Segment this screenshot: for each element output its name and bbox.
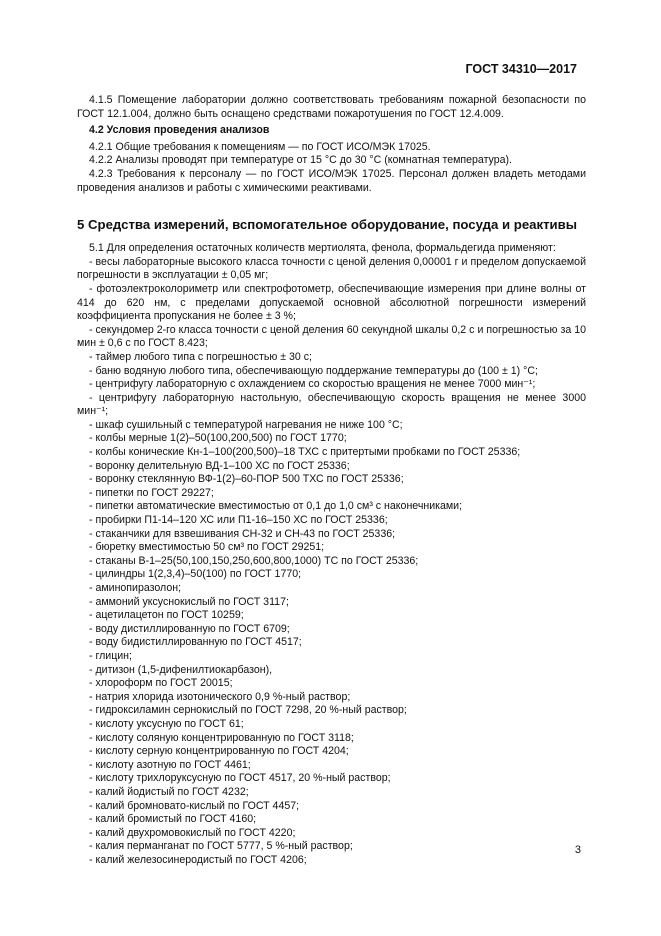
- list-item: - калий двухромовокислый по ГОСТ 4220;: [89, 826, 296, 839]
- paragraph-4-1-5: 4.1.5 Помещение лаборатории должно соответствовать требованиям пожарной безопасности по ГОСТ 12.1.004, должно быть оснащено средствами пожаротушения по ГОСТ 12.4.009.: [77, 94, 586, 120]
- list-item: - весы лабораторные высокого класса точности с ценой деления 0,00001 г и пределом допускаемой погрешности в эксплуатации ± 0,05 мг;: [77, 255, 586, 282]
- list-item: - аммоний уксуснокислый по ГОСТ 3117;: [89, 595, 289, 608]
- list-item: - калий бромновато-кислый по ГОСТ 4457;: [89, 799, 300, 812]
- paragraph-4-2-2: 4.2.2 Анализы проводят при температуре от 15 °С до 30 °С (комнатная температура).: [89, 154, 512, 167]
- page-number: 3: [574, 844, 581, 856]
- list-item: - калий йодистый по ГОСТ 4232;: [89, 785, 249, 798]
- list-item: - хлороформ по ГОСТ 20015;: [89, 677, 233, 690]
- document-code-header: ГОСТ 34310—2017: [465, 62, 577, 76]
- list-item: - воду бидистиллированную по ГОСТ 4517;: [89, 636, 302, 649]
- subsection-heading-4-2: 4.2 Условия проведения анализов: [89, 124, 270, 137]
- list-item: - баню водяную любого типа, обеспечивающую поддержание температуры до (100 ± 1) °С;: [89, 364, 538, 377]
- list-item: - дитизон (1,5-дифенилтиокарбазон),: [89, 663, 273, 676]
- list-item: - центрифугу лабораторную настольную, обеспечивающую скорость вращения не менее 3000 мин⁻¹;: [77, 391, 586, 418]
- list-item: - центрифугу лабораторную с охлаждением со скоростью вращения не менее 7000 мин⁻¹;: [89, 378, 536, 391]
- list-item: - колбы мерные 1(2)–50(100,200,500) по ГОСТ 1770;: [89, 432, 347, 445]
- paragraph-4-2-3: 4.2.3 Требования к персоналу — по ГОСТ ИСО/МЭК 17025. Персонал должен владеть методами проведения анализов и работы с химическими реактивами.: [77, 167, 586, 194]
- list-item: - стаканчики для взвешивания СН-32 и СН-43 по ГОСТ 25336;: [89, 527, 396, 540]
- page-content: [77, 94, 586, 867]
- section-5-title: 5 Средства измерений, вспомогательное оборудование, посуда и реактивы: [77, 217, 578, 233]
- list-item: - шкаф сушильный с температурой нагревания не ниже 100 °С;: [89, 418, 403, 431]
- list-item: - бюретку вместимостью 50 см³ по ГОСТ 29251;: [89, 541, 325, 554]
- list-item: - стаканы В-1–25(50,100,150,250,600,800,1000) ТС по ГОСТ 25336;: [89, 554, 419, 567]
- list-item: - воронку стеклянную ВФ-1(2)–60-ПОР 500 ТХС по ГОСТ 25336;: [89, 473, 404, 486]
- list-item: - воронку делительную ВД-1–100 ХС по ГОСТ 25336;: [89, 459, 350, 472]
- paragraph-5-1-intro: 5.1 Для определения остаточных количеств мертиолята, фенола, формальдегида применяют:: [89, 242, 556, 255]
- list-item: - фотоэлектроколориметр или спектрофотометр, обеспечивающие измерения при длине волны от 414 до 620 нм, с пределами допускаемой основной абсолютной погрешности измерений коэффициента пропускания не более ± 3 %;: [77, 282, 586, 323]
- list-item: - кислоту азотную по ГОСТ 4461;: [89, 758, 251, 771]
- list-item: - кислоту уксусную по ГОСТ 61;: [89, 717, 244, 730]
- list-item: - колбы конические Кн-1–100(200,500)–18 ТХС с притертыми пробками по ГОСТ 25336;: [89, 446, 521, 459]
- list-item: - кислоту серную концентрированную по ГОСТ 4204;: [89, 745, 349, 758]
- list-item: - кислоту соляную концентрированную по ГОСТ 3118;: [89, 731, 354, 744]
- list-item: - пипетки автоматические вместимостью от 0,1 до 1,0 см³ с наконечниками;: [89, 500, 463, 513]
- list-item: - глицин;: [89, 649, 132, 662]
- equipment-list: [77, 256, 586, 868]
- list-item: - гидроксиламин сернокислый по ГОСТ 7298, 20 %-ный раствор;: [89, 704, 407, 717]
- list-item: - воду дистиллированную по ГОСТ 6709;: [89, 622, 290, 635]
- list-item: - калий железосинеродистый по ГОСТ 4206;: [89, 853, 307, 866]
- list-item: - пипетки по ГОСТ 29227;: [89, 486, 214, 499]
- list-item: - цилиндры 1(2,3,4)–50(100) по ГОСТ 1770;: [89, 568, 302, 581]
- list-item: - кислоту трихлоруксусную по ГОСТ 4517, 20 %-ный раствор;: [89, 772, 391, 785]
- paragraph-4-2-1: 4.2.1 Общие требования к помещениям — по ГОСТ ИСО/МЭК 17025.: [89, 140, 431, 153]
- list-item: - пробирки П1-14–120 ХС или П1-16–150 ХС по ГОСТ 25336;: [89, 514, 388, 527]
- list-item: - секундомер 2-го класса точности с ценой деления 60 секундной шкалы 0,2 с и погрешностью за 10 мин ± 0,6 с по ГОСТ 8.423;: [77, 323, 586, 350]
- list-item: - калия перманганат по ГОСТ 5777, 5 %-ный раствор;: [89, 840, 353, 853]
- list-item: - ацетилацетон по ГОСТ 10259;: [89, 609, 244, 622]
- list-item: - натрия хлорида изотонического 0,9 %-ный раствор;: [89, 690, 351, 703]
- list-item: - аминопиразолон;: [89, 582, 182, 594]
- list-item: - таймер любого типа с погрешностью ± 30 с;: [89, 350, 312, 363]
- list-item: - калий бромистый по ГОСТ 4160;: [89, 813, 257, 826]
